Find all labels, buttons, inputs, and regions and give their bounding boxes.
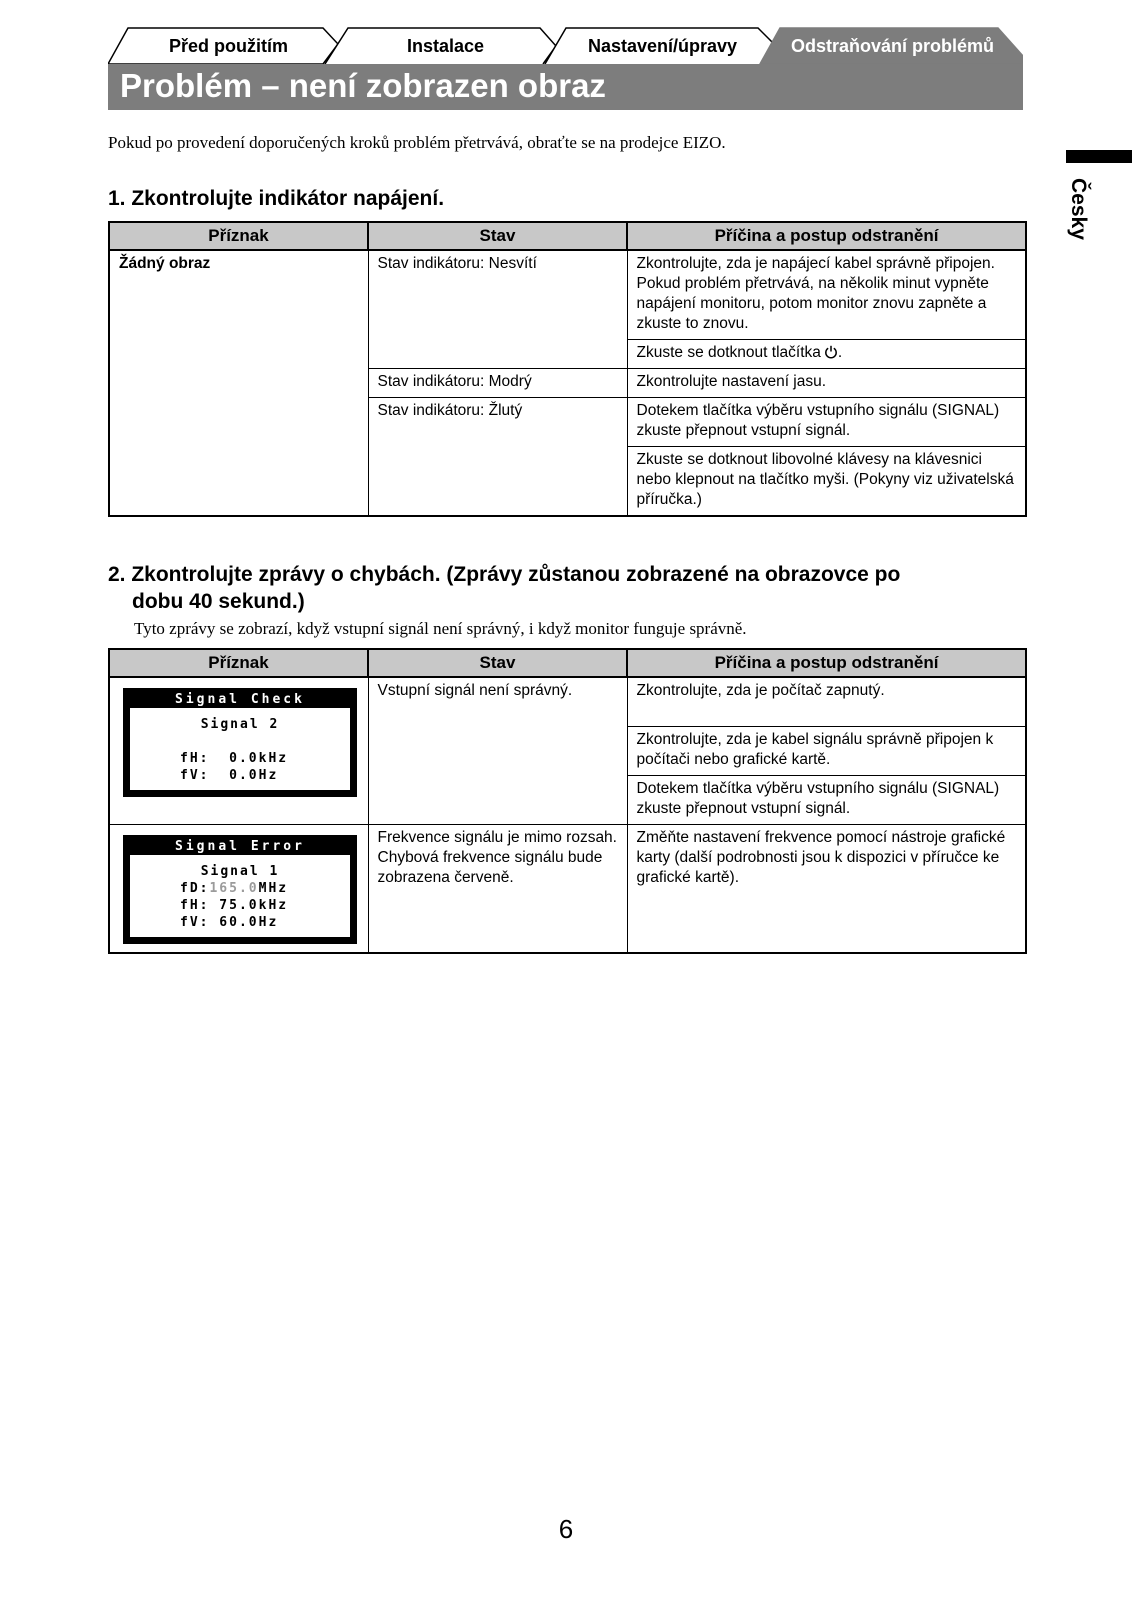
osd-spacer (130, 733, 350, 750)
osd-signal-error-cell (109, 825, 368, 954)
table-header-row (109, 222, 1026, 250)
intro-text: Pokud po provedení doporučených kroků problém přetrvává, obraťte se na prodejce EIZO. (108, 133, 726, 152)
osd-fv: fV: 0.0Hz (180, 768, 279, 783)
col-state: Stav (368, 649, 627, 677)
table-row (109, 825, 1026, 954)
tab-installation[interactable]: Instalace (406, 36, 485, 56)
table-header-row (109, 649, 1026, 677)
remedy-off-1: Zkontrolujte, zda je napájecí kabel správně připojen. Pokud problém přetrvává, na několik minut vypněte napájení monitoru, potom monitor znovu zapněte a zkuste to znovu. (627, 250, 1026, 340)
tab-troubleshooting[interactable]: Odstraňování problémů (790, 36, 995, 56)
state-yellow: Stav indikátoru: Žlutý (368, 398, 627, 517)
remedy-off-2-end: . (837, 344, 843, 361)
remedy-off-2 (627, 340, 1026, 369)
tab-settings[interactable]: Nastavení/úpravy (587, 36, 738, 56)
col-remedy: Příčina a postup odstranění (627, 649, 1026, 677)
language-label: Česky (1067, 178, 1090, 240)
error-message-table (108, 648, 1027, 954)
osd-signal-check-cell (109, 677, 368, 825)
page-title: Problém – není zobrazen obraz (120, 67, 606, 104)
osd-header: Signal Error (127, 839, 353, 855)
osd-signal: Signal 2 (200, 717, 280, 732)
section-tabs (108, 26, 1023, 64)
state-blue: Stav indikátoru: Modrý (368, 369, 627, 398)
state-invalid-signal: Vstupní signál není správný. (368, 677, 627, 825)
remedy-off-2-text: Zkuste se dotknout tlačítka (636, 344, 821, 361)
col-symptom: Příznak (109, 222, 368, 250)
remedy-check-pc: Zkontrolujte, zda je počítač zapnutý. (627, 677, 1026, 727)
section2-heading-line2: dobu 40 sekund.) (132, 590, 305, 613)
table-row (109, 677, 1026, 727)
osd-signal: Signal 1 (200, 864, 280, 879)
col-remedy: Příčina a postup odstranění (627, 222, 1026, 250)
remedy-change-frequency: Změňte nastavení frekvence pomocí nástroje grafické karty (další podrobnosti jsou k dispozici v příručce ke grafické kartě). (627, 825, 1026, 954)
osd-body (127, 708, 353, 793)
symptom-no-image: Žádný obraz (109, 250, 368, 516)
power-indicator-table (108, 221, 1027, 517)
osd-signal-check (123, 688, 357, 797)
osd-fd-value: 165.0 (209, 881, 259, 896)
osd-signal-error (123, 835, 357, 944)
osd-fh: fH: 0.0kHz (180, 751, 289, 766)
remedy-yellow-2: Zkuste se dotknout libovolné klávesy na klávesnici nebo klepnout na tlačítko myši. (Pokyny viz uživatelská příručka.) (627, 447, 1026, 517)
osd-fv: fV: 60.0Hz (180, 915, 279, 930)
state-off: Stav indikátoru: Nesvítí (368, 250, 627, 369)
table-row (109, 250, 1026, 340)
title-bar (108, 64, 1023, 110)
col-symptom: Příznak (109, 649, 368, 677)
osd-fd (130, 880, 350, 897)
osd-header: Signal Check (127, 692, 353, 708)
col-state: Stav (368, 222, 627, 250)
osd-body (127, 855, 353, 940)
section2-subtitle: Tyto zprávy se zobrazí, když vstupní signál není správný, i když monitor funguje správně. (134, 619, 747, 638)
page-number: 6 (558, 1514, 574, 1544)
remedy-blue: Zkontrolujte nastavení jasu. (627, 369, 1026, 398)
osd-fh: fH: 75.0kHz (180, 898, 289, 913)
remedy-check-cable: Zkontrolujte, zda je kabel signálu správně připojen k počítači nebo grafické kartě. (627, 727, 1026, 776)
section2-heading-line1: 2. Zkontrolujte zprávy o chybách. (Zprávy zůstanou zobrazené na obrazovce po (108, 563, 901, 586)
osd-fd-label: fD: (180, 881, 210, 896)
language-marker-bar (1066, 150, 1132, 163)
section1-heading: 1. Zkontrolujte indikátor napájení. (108, 187, 445, 210)
tab-before-use[interactable]: Před použitím (168, 36, 288, 56)
state-out-of-range: Frekvence signálu je mimo rozsah. Chybová frekvence signálu bude zobrazena červeně. (368, 825, 627, 954)
osd-fd-unit: MHz (258, 881, 289, 896)
section2-heading (108, 561, 900, 615)
power-icon (824, 345, 838, 359)
remedy-switch-signal: Dotekem tlačítka výběru vstupního signálu (SIGNAL) zkuste přepnout vstupní signál. (627, 776, 1026, 825)
remedy-yellow-1: Dotekem tlačítka výběru vstupního signálu (SIGNAL) zkuste přepnout vstupní signál. (627, 398, 1026, 447)
